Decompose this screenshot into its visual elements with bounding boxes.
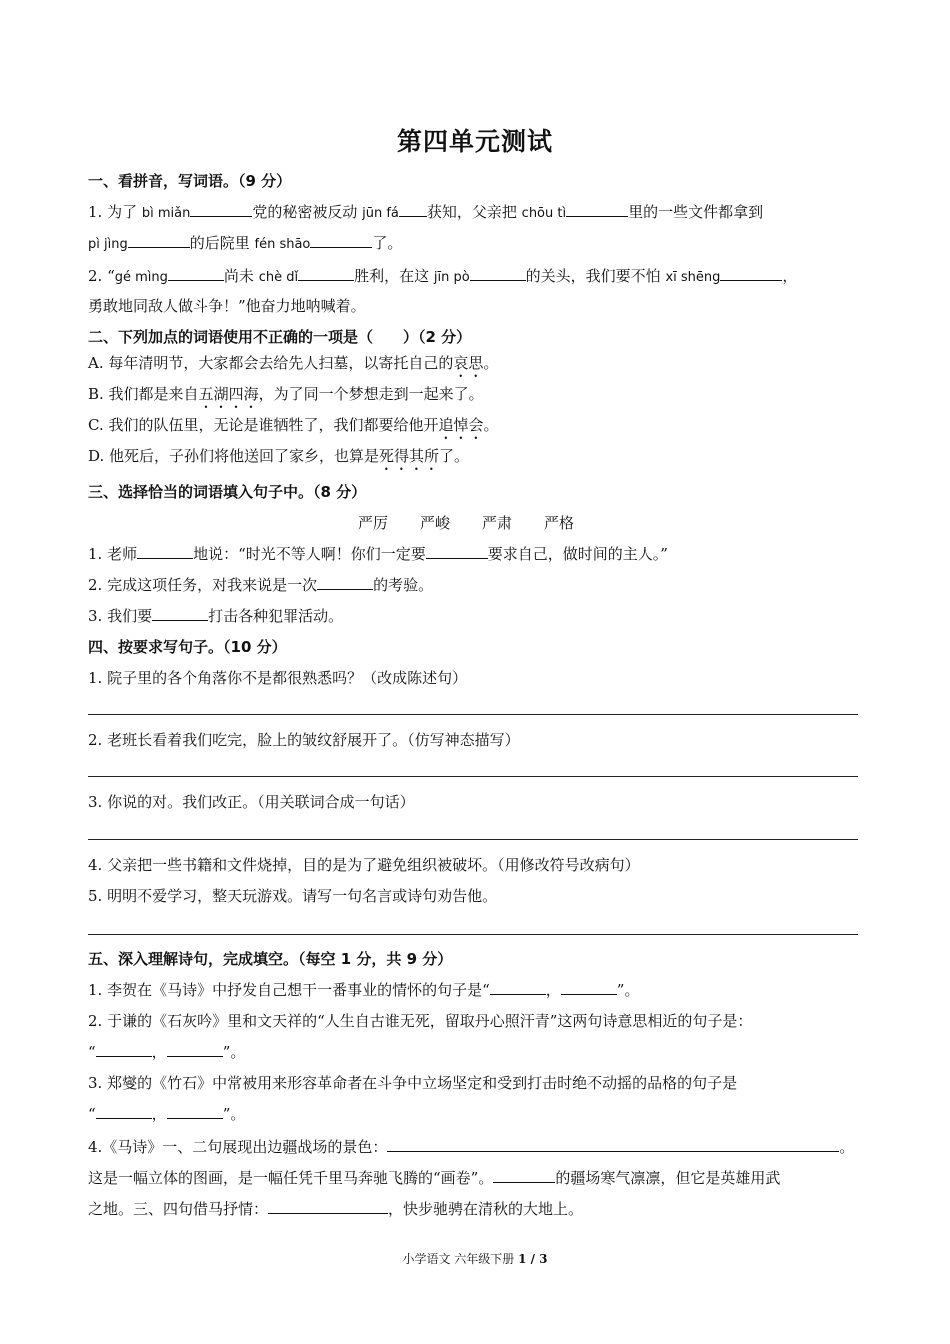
text: ， [151, 1043, 167, 1061]
answer-blank[interactable] [167, 1104, 223, 1119]
text: 胜利，在这 [354, 267, 434, 285]
s3-question-1 [88, 543, 868, 565]
dotted-word: 五湖四海 [198, 385, 259, 403]
answer-blank[interactable] [561, 980, 617, 995]
word-bank [358, 512, 606, 533]
text: A. 每年清明节，大家都会去给先人扫墓，以寄托自己的 [88, 354, 454, 372]
footer-text: 小学语文 六年级下册 [402, 1252, 519, 1266]
text: 这是一幅立体的图画，是一幅任凭千里马奔驰飞腾的“画卷”。 [88, 1169, 494, 1187]
text: 的疆场寒气凛凛，但它是英雄用武 [555, 1169, 781, 1187]
s4-question-4: 4. 父亲把一些书籍和文件烧掉，目的是为了避免组织被破坏。（用修改符号改病句） [88, 856, 640, 874]
s5-question-3-blanks [88, 1103, 868, 1125]
answer-blank[interactable] [152, 606, 208, 621]
text: ， [782, 267, 798, 285]
text: 党的秘密被反动 [252, 203, 363, 221]
answer-blank[interactable] [720, 266, 782, 281]
text: ，为了同一个梦想走到一起来了。 [258, 385, 484, 403]
dotted-word: 哀思 [453, 354, 484, 372]
s5-question-4-line-3 [88, 1198, 868, 1220]
text: 1. 李贺在《马诗》中抒发自己想干一番事业的情怀的句子是“ [88, 981, 490, 999]
text: 2. “ [88, 267, 115, 285]
page-number: 1 / 3 [518, 1252, 548, 1266]
pinyin: jīn pò [433, 270, 470, 285]
answer-line[interactable] [88, 934, 858, 935]
s1-line-4: 勇敢地同敌人做斗争！”他奋力地呐喊着。 [88, 297, 366, 315]
s5-question-2: 2. 于谦的《石灰吟》里和文天祥的“人生自古谁无死，留取丹心照汗青”这两句诗意思相近的句子是： [88, 1012, 753, 1030]
text: ，快步驰骋在清秋的大地上。 [388, 1200, 584, 1218]
answer-blank[interactable] [96, 1104, 152, 1119]
text: 里的一些文件都拿到 [628, 203, 764, 221]
text: 的考验。 [373, 576, 434, 594]
answer-blank[interactable] [167, 1042, 223, 1057]
pinyin: gé mìng [114, 270, 168, 285]
answer-blank[interactable] [137, 544, 193, 559]
pinyin: pì jìng [88, 237, 128, 252]
s3-question-3 [88, 605, 868, 627]
s4-question-5: 5. 明明不爱学习，整天玩游戏。请写一句名言或诗句劝告他。 [88, 887, 498, 905]
pinyin: chōu tì [521, 206, 567, 221]
text: 地说：“时光不等人啊！你们一定要 [193, 545, 426, 563]
word-option: 严厉 [358, 514, 389, 532]
pinyin: jūn fá [362, 206, 399, 221]
dotted-word: 死得其所 [379, 447, 440, 465]
text: 。 [839, 1138, 855, 1156]
answer-blank[interactable] [426, 544, 488, 559]
answer-blank[interactable] [470, 266, 526, 281]
pinyin: xī shēng [665, 270, 721, 285]
text: 了。 [372, 234, 403, 252]
answer-blank[interactable] [190, 202, 252, 217]
text: 。 [483, 416, 499, 434]
s4-question-1: 1. 院子里的各个角落你不是都很熟悉吗？（改成陈述句） [88, 669, 468, 687]
text: 了。 [439, 447, 470, 465]
text: D. 他死后，子孙们将他送回了家乡，也算是 [88, 447, 380, 465]
text: 3. 我们要 [88, 607, 153, 625]
text: 的关头，我们要不怕 [525, 267, 666, 285]
s1-line-1 [88, 201, 868, 225]
answer-blank[interactable] [268, 1199, 388, 1214]
answer-line[interactable] [88, 714, 858, 715]
answer-blank[interactable] [128, 233, 190, 248]
text: 2. 完成这项任务，对我来说是一次 [88, 576, 318, 594]
answer-blank[interactable] [168, 266, 224, 281]
text: 获知，父亲把 [426, 203, 522, 221]
section-3-heading: 三、选择恰当的词语填入句子中。（8 分） [88, 483, 367, 501]
s1-line-3 [88, 265, 868, 289]
word-option: 严肃 [482, 514, 513, 532]
text: “ [88, 1043, 96, 1061]
text: 之地。三、四句借马抒情： [88, 1200, 269, 1218]
text: 1. 老师 [88, 545, 138, 563]
option-b[interactable] [88, 383, 868, 412]
text: 尚未 [223, 267, 259, 285]
word-option: 严峻 [420, 514, 451, 532]
answer-blank[interactable] [399, 202, 427, 217]
section-5-heading: 五、深入理解诗句，完成填空。（每空 1 分，共 9 分） [88, 950, 453, 968]
text: “ [88, 1105, 96, 1123]
text: 1. 为了 [88, 203, 142, 221]
s5-question-2-blanks [88, 1041, 868, 1063]
word-option: 严格 [544, 514, 575, 532]
text: 4.《马诗》一、二句展现出边疆战场的景色： [88, 1138, 388, 1156]
text: 打击各种犯罪活动。 [208, 607, 344, 625]
text: 。 [483, 354, 499, 372]
text: B. 我们都是来自 [88, 385, 199, 403]
pinyin: bì miǎn [141, 206, 191, 221]
text: 的后院里 [189, 234, 255, 252]
answer-blank[interactable] [387, 1137, 839, 1152]
section-1-heading: 一、看拼音，写词语。（9 分） [88, 172, 292, 190]
s1-line-2 [88, 232, 868, 256]
section-4-heading: 四、按要求写句子。（10 分） [88, 638, 287, 656]
text: ， [545, 981, 561, 999]
option-a[interactable] [88, 352, 868, 381]
answer-blank[interactable] [490, 980, 546, 995]
page-footer [0, 1250, 950, 1267]
page-title: 第四单元测试 [396, 127, 553, 156]
answer-line[interactable] [88, 839, 858, 840]
text: 要求自己，做时间的主人。” [487, 545, 668, 563]
text: ”。 [222, 1105, 246, 1123]
s4-question-2: 2. 老班长看着我们吃完，脸上的皱纹舒展开了。（仿写神态描写） [88, 731, 520, 749]
answer-blank[interactable] [493, 1168, 555, 1183]
pinyin: fén shāo [254, 237, 311, 252]
s5-question-4 [88, 1136, 868, 1158]
answer-blank[interactable] [298, 266, 354, 281]
s5-question-3: 3. 郑燮的《竹石》中常被用来形容革命者在斗争中立场坚定和受到打击时绝不动摇的品格的句子是 [88, 1074, 738, 1092]
option-d[interactable] [88, 445, 868, 474]
answer-line[interactable] [88, 776, 858, 777]
pinyin: chè dǐ [258, 270, 299, 285]
s5-question-1 [88, 979, 868, 1001]
answer-blank[interactable] [566, 202, 628, 217]
section-2-heading: 二、下列加点的词语使用不正确的一项是（ ）（2 分） [88, 328, 472, 346]
text: ， [151, 1105, 167, 1123]
text: ”。 [616, 981, 640, 999]
option-c[interactable] [88, 414, 868, 443]
answer-blank[interactable] [317, 575, 373, 590]
s4-question-3: 3. 你说的对。我们改正。（用关联词合成一句话） [88, 793, 415, 811]
answer-blank[interactable] [310, 233, 372, 248]
dotted-word: 追悼会 [438, 416, 484, 434]
text: C. 我们的队伍里，无论是谁牺牲了，我们都要给他开 [88, 416, 439, 434]
answer-blank[interactable] [96, 1042, 152, 1057]
s3-question-2 [88, 574, 868, 596]
text: ”。 [222, 1043, 246, 1061]
s5-question-4-line-2 [88, 1167, 868, 1189]
